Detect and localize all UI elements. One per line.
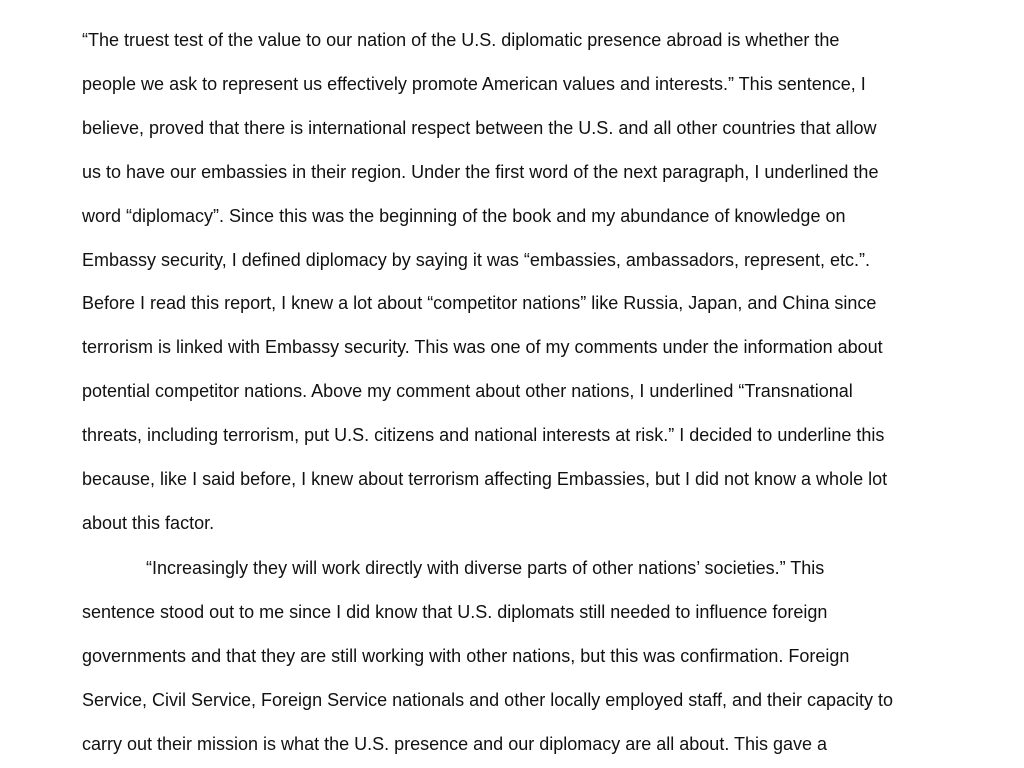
text-line: us to have our embassies in their region. Under the first word of the next paragraph, I underlined the xyxy=(82,162,879,182)
text-line: potential competitor nations. Above my comment about other nations, I underlined “Transnational xyxy=(82,381,853,401)
text-line: Service, Civil Service, Foreign Service nationals and other locally employed staff, and their capacity to xyxy=(82,690,894,710)
text-line: threats, including terrorism, put U.S. citizens and national interests at risk.” I decided to underline this xyxy=(82,425,885,445)
text-line: Embassy security, I defined diplomacy by saying it was “embassies, ambassadors, represent, etc.”. xyxy=(82,250,870,270)
text-line: sentence stood out to me since I did know that U.S. diplomats still needed to influence foreign xyxy=(82,602,828,622)
text-line: Before I read this report, I knew a lot about “competitor nations” like Russia, Japan, and China since xyxy=(82,293,877,313)
text-line: governments and that they are still working with other nations, but this was confirmation. Foreign xyxy=(82,646,850,666)
text-line: “The truest test of the value to our nation of the U.S. diplomatic presence abroad is whether the xyxy=(82,30,840,50)
paragraph-first-line: “Increasingly they will work directly with diverse parts of other nations’ societies.” This xyxy=(146,558,825,578)
text-line: believe, proved that there is international respect between the U.S. and all other countries that allow xyxy=(82,118,877,138)
text-line: word “diplomacy”. Since this was the beginning of the book and my abundance of knowledge on xyxy=(82,206,846,226)
text-line: about this factor. xyxy=(82,513,215,533)
text-line: terrorism is linked with Embassy security. This was one of my comments under the information about xyxy=(82,337,883,357)
text-line: because, like I said before, I knew about terrorism affecting Embassies, but I did not know a whole lot xyxy=(82,469,888,489)
text-line: people we ask to represent us effectively promote American values and interests.” This sentence, I xyxy=(82,74,866,94)
text-line: carry out their mission is what the U.S. presence and our diplomacy are all about. This gave a xyxy=(82,734,828,754)
